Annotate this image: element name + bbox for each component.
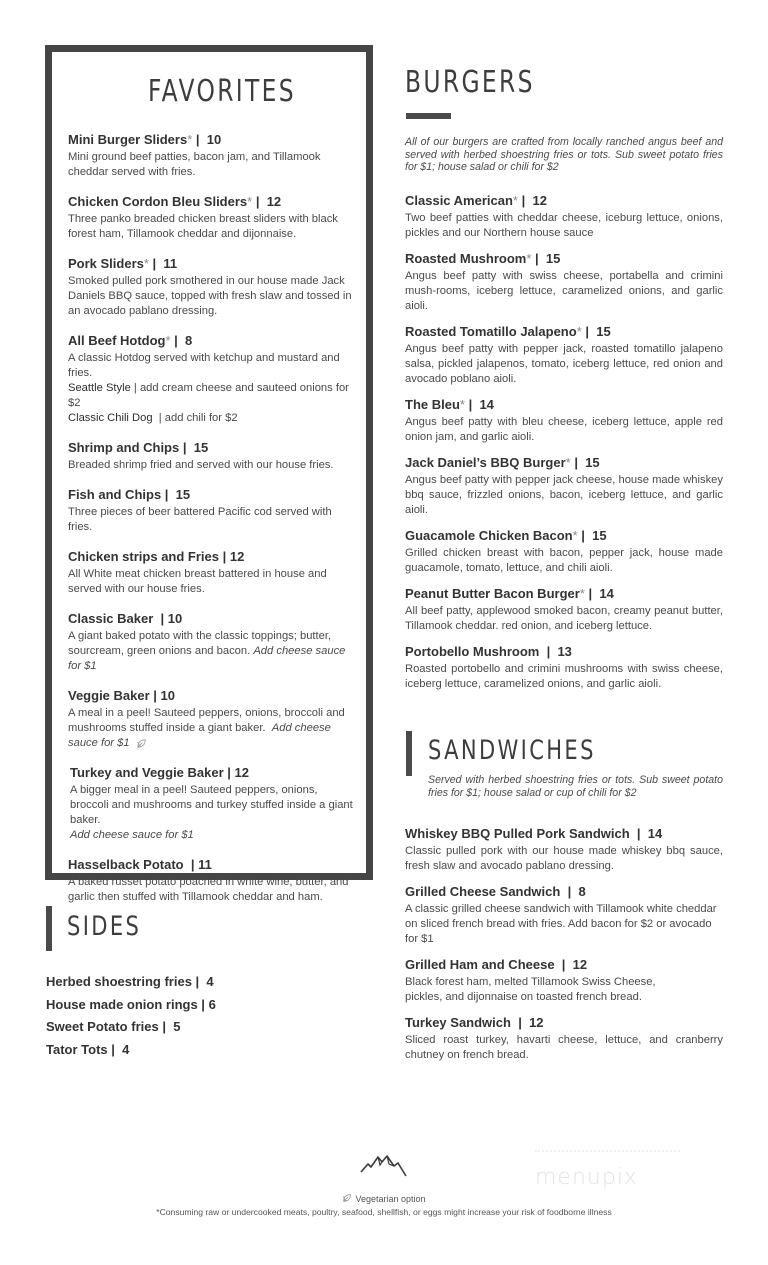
variant-name: Classic Chili Dog [68, 412, 153, 424]
menu-item [68, 194, 358, 242]
item-description: Mini ground beef patties, bacon jam, and Tillamook cheddar served with fries. [68, 151, 321, 178]
item-price: 8 [185, 333, 193, 348]
menu-item [68, 549, 358, 597]
item-name: The Bleu [405, 397, 460, 412]
leaf-icon [342, 1193, 352, 1203]
favorites-list [68, 132, 358, 919]
item-name: Grilled Cheese Sandwich [405, 884, 564, 899]
item-price: 15 [596, 324, 611, 339]
raw-warning-mark: * [187, 132, 193, 147]
item-name: Guacamole Chicken Bacon [405, 528, 573, 543]
burgers-intro: All of our burgers are crafted from locally ranched angus beef and served with herbed shoestring fries or tots. Sub sweet potato fries for $1; house salad or chili for $2 [405, 136, 723, 173]
menu-item [405, 884, 723, 947]
item-price: 14 [479, 397, 494, 412]
item-title: Chicken Cordon Bleu Sliders* | 12 [68, 194, 282, 209]
item-price: 12 [572, 957, 588, 972]
raw-warning-mark: * [526, 251, 532, 266]
item-description: A baked russet potato poached in white wine, butter, and garlic then stuffed with Tillamook cheddar and ham. [68, 876, 349, 903]
item-description: All White meat chicken breast battered in house and served with our house fries. [68, 568, 327, 595]
item-description: Angus beef patty with pepper jack cheese, house made whiskey bbq sauce, frizzled onions, bacon, iceberg lettuce, and garlic aioli. [405, 474, 723, 516]
leaf-icon [136, 738, 147, 749]
item-description-text: A giant baked potato with the classic toppings; butter, sourcream, green onions and bacon. [68, 630, 332, 657]
menu-item [405, 193, 723, 241]
item-name: Fish and Chips [68, 487, 162, 502]
item-title: Grilled Cheese Sandwich | 8 [405, 884, 586, 899]
menu-item [405, 324, 723, 387]
item-description: Angus beef patty with pepper jack, roasted tomatillo jalapeno salsa, pickled jalapenos, tomato, iceberg lettuce, red onion and avocado poblano aioli. [405, 343, 723, 385]
menu-item [405, 528, 723, 576]
item-title: Classic American* | 12 [405, 193, 547, 208]
item-name: Pork Sliders [68, 256, 144, 271]
item-name: Veggie Baker [68, 688, 150, 703]
item-title: Fish and Chips | 15 [68, 487, 191, 502]
favorites-heading: FAVORITES [148, 74, 296, 109]
item-title: Roasted Tomatillo Jalapeno* | 15 [405, 324, 611, 339]
variant-name: Seattle Style [68, 382, 131, 394]
item-name: Classic American [405, 193, 513, 208]
item-title: Turkey and Veggie Baker | 12 [70, 765, 250, 780]
item-price: 15 [545, 251, 561, 266]
raw-warning-mark: * [247, 194, 253, 209]
side-item: Herbed shoestring fries | 4 [46, 974, 214, 989]
item-name: Shrimp and Chips [68, 440, 180, 455]
item-description-text: A bigger meal in a peel! Sauteed peppers, onions, broccoli and mushrooms and turkey stuffed inside a giant baker. [70, 784, 353, 826]
item-description [68, 629, 358, 674]
item-title: Guacamole Chicken Bacon* | 15 [405, 528, 607, 543]
item-name: Chicken Cordon Bleu Sliders [68, 194, 248, 209]
burgers-accent-bar [406, 113, 451, 119]
item-variant: Classic Chili Dog | add chili for $2 [68, 412, 238, 424]
side-item: Tator Tots | 4 [46, 1041, 130, 1057]
sides-list [46, 971, 216, 1061]
item-name: Chicken strips and Fries [68, 549, 219, 564]
item-description [68, 351, 358, 426]
item-name: Turkey Sandwich [405, 1015, 515, 1030]
item-price: 12 [532, 193, 547, 208]
watermark: menupix [535, 1165, 638, 1190]
item-title: Chicken strips and Fries | 12 [68, 549, 245, 564]
item-title: Mini Burger Sliders* | 10 [68, 132, 222, 147]
item-name: Classic Baker [68, 611, 154, 626]
sandwiches-list [405, 826, 723, 1073]
item-description [68, 706, 358, 751]
item-title: Jack Daniel’s BBQ Burger* | 15 [405, 455, 600, 470]
item-description: Breaded shrimp fried and served with our house fries. [68, 459, 334, 471]
item-title: The Bleu* | 14 [405, 397, 494, 412]
raw-warning-mark: * [579, 586, 585, 601]
side-price: 4 [206, 974, 214, 989]
sides-heading: SIDES [67, 911, 142, 942]
item-description: Smoked pulled pork smothered in our house made Jack Daniels BBQ sauce, topped with fresh slaw and tossed in an avocado pablano dressing. [68, 275, 352, 317]
side-price: 6 [208, 996, 216, 1012]
menu-item [405, 586, 723, 634]
item-variant: Seattle Style | add cream cheese and sauteed onions for $2 [68, 382, 349, 409]
menu-item [68, 857, 358, 905]
vegetarian-legend [0, 1193, 768, 1204]
item-description: Roasted portobello and crimini mushrooms with swiss cheese, iceberg lettuce, caramelized onions, and garlic aioli. [405, 663, 723, 690]
item-title: Veggie Baker | 10 [68, 688, 175, 703]
item-price: 11 [198, 857, 212, 872]
item-description: All beef patty, applewood smoked bacon, creamy peanut butter, Tillamook cheddar. red onion, and iceberg lettuce. [405, 605, 723, 632]
item-name: Hasselback Potato [68, 857, 184, 872]
item-description: Three pieces of beer battered Pacific cod served with fries. [68, 506, 332, 533]
side-name: Sweet Potato fries [46, 1019, 159, 1034]
item-description: Classic pulled pork with our house made whiskey bbq sauce, fresh slaw and avocado pablano dressing. [405, 845, 723, 872]
menu-item [68, 333, 358, 426]
item-title: Shrimp and Chips | 15 [68, 440, 209, 455]
item-price: 12 [229, 549, 245, 564]
raw-warning-mark: * [143, 256, 149, 271]
raw-warning-mark: * [572, 528, 578, 543]
item-description: Sliced roast turkey, havarti cheese, lettuce, and cranberry chutney on french bread. [405, 1034, 723, 1061]
menu-item [68, 132, 358, 180]
raw-warning-mark: * [565, 455, 571, 470]
item-name: Jack Daniel’s BBQ Burger [405, 455, 566, 470]
item-name: All Beef Hotdog [68, 333, 166, 348]
menu-item [405, 1015, 723, 1063]
item-price: 10 [167, 611, 183, 626]
sides-accent-bar [46, 906, 52, 951]
menu-item [405, 826, 723, 874]
item-price: 15 [585, 455, 600, 470]
item-name: Whiskey BBQ Pulled Pork Sandwich [405, 826, 634, 841]
menu-item [68, 688, 358, 751]
item-addon-note: Add cheese sauce for $1 [70, 829, 194, 841]
menu-item [68, 487, 358, 535]
item-title: Turkey Sandwich | 12 [405, 1015, 544, 1030]
food-safety-disclaimer: *Consuming raw or undercooked meats, poultry, seafood, shellfish, or eggs might increase your risk of foodborne illness [156, 1207, 612, 1217]
menu-item [405, 957, 723, 1005]
raw-warning-mark: * [576, 324, 582, 339]
sandwiches-accent-bar [406, 731, 412, 776]
watermark-decoration [535, 1150, 680, 1154]
item-description-text: A meal in a peel! Sauteed peppers, onions, broccoli and mushrooms stuffed inside a giant baker. [68, 707, 345, 734]
variant-text: add chili for $2 [164, 412, 238, 424]
item-description: Angus beef patty with swiss cheese, portabella and crimini mush-rooms, iceberg lettuce, caramelized onions, and garlic aioli. [405, 270, 723, 312]
item-addon-note: Add cheese sauce for $1 [68, 645, 346, 672]
item-title: Peanut Butter Bacon Burger* | 14 [405, 586, 614, 601]
item-name: Mini Burger Sliders [68, 132, 188, 147]
item-price: 15 [592, 528, 607, 543]
item-addon-note: Add cheese sauce for $1 [68, 722, 331, 749]
item-price: 8 [578, 884, 586, 899]
raw-warning-mark: * [459, 397, 465, 412]
item-price: 13 [557, 644, 572, 659]
item-description [70, 783, 358, 843]
menu-item [68, 440, 358, 473]
menu-item [68, 765, 358, 843]
item-price: 11 [163, 256, 178, 271]
menu-item [405, 397, 723, 445]
burgers-list [405, 193, 723, 702]
item-description: Grilled chicken breast with bacon, pepper jack, house made guacamole, tomato, lettuce, and chili aioli. [405, 547, 723, 574]
sandwiches-intro: Served with herbed shoestring fries or tots. Sub sweet potato fries for $1; house salad or cup of chili for $2 [428, 774, 723, 799]
item-name: Roasted Mushroom [405, 251, 527, 266]
side-name: Tator Tots [46, 1041, 108, 1057]
item-title: Portobello Mushroom | 13 [405, 644, 572, 659]
item-name: Portobello Mushroom [405, 644, 543, 659]
side-item: Sweet Potato fries | 5 [46, 1019, 181, 1034]
item-description: Angus beef patty with bleu cheese, iceberg lettuce, apple red onion jam, and garlic aioli. [405, 416, 723, 443]
menu-item [68, 256, 358, 319]
raw-warning-mark: * [512, 193, 518, 208]
item-title: Roasted Mushroom* | 15 [405, 251, 561, 266]
item-description: Two beef patties with cheddar cheese, iceburg lettuce, onions, pickles and our Northern house sauce [405, 212, 723, 239]
side-price: 5 [173, 1019, 181, 1034]
menu-item [405, 251, 723, 314]
item-title: Pork Sliders* | 11 [68, 256, 178, 271]
menu-item [68, 611, 358, 674]
item-price: 10 [206, 132, 222, 147]
vegetarian-label: Vegetarian option [355, 1194, 426, 1204]
item-price: 15 [193, 440, 209, 455]
side-name: House made onion rings [46, 996, 198, 1012]
variant-text: add cream cheese and sauteed onions for $2 [68, 382, 349, 409]
item-description: Three panko breaded chicken breast sliders with black forest ham, Tillamook cheddar and dijonnaise. [68, 213, 338, 240]
side-item: House made onion rings | 6 [46, 996, 216, 1012]
item-title: Whiskey BBQ Pulled Pork Sandwich | 14 [405, 826, 663, 841]
item-price: 12 [234, 765, 250, 780]
item-price: 10 [160, 688, 175, 703]
item-price: 15 [175, 487, 191, 502]
item-title: Hasselback Potato | 11 [68, 857, 212, 872]
burgers-heading: BURGERS [405, 65, 535, 100]
mountain-icon [360, 1152, 408, 1178]
side-price: 4 [122, 1041, 130, 1057]
item-price: 12 [529, 1015, 544, 1030]
item-name: Turkey and Veggie Baker [70, 765, 224, 780]
item-name: Grilled Ham and Cheese [405, 957, 559, 972]
item-description-text: A classic Hotdog served with ketchup and mustard and fries. [68, 352, 340, 379]
item-price: 14 [599, 586, 614, 601]
menu-item [405, 455, 723, 518]
sandwiches-heading: SANDWICHES [428, 735, 596, 766]
item-title: Grilled Ham and Cheese | 12 [405, 957, 588, 972]
raw-warning-mark: * [165, 333, 171, 348]
item-price: 14 [647, 826, 663, 841]
item-title: All Beef Hotdog* | 8 [68, 333, 193, 348]
item-description: Black forest ham, melted Tillamook Swiss Cheese, pickles, and dijonnaise on toasted french bread. [405, 976, 656, 1003]
item-name: Peanut Butter Bacon Burger [405, 586, 580, 601]
item-price: 12 [266, 194, 282, 209]
menu-item [405, 644, 723, 692]
item-name: Roasted Tomatillo Jalapeno [405, 324, 577, 339]
side-name: Herbed shoestring fries [46, 974, 192, 989]
favorites-section [45, 45, 373, 903]
item-title: Classic Baker | 10 [68, 611, 183, 626]
item-description: A classic grilled cheese sandwich with Tillamook white cheddar on sliced french bread with fries. Add bacon for $2 or avocado for $1 [405, 903, 717, 945]
